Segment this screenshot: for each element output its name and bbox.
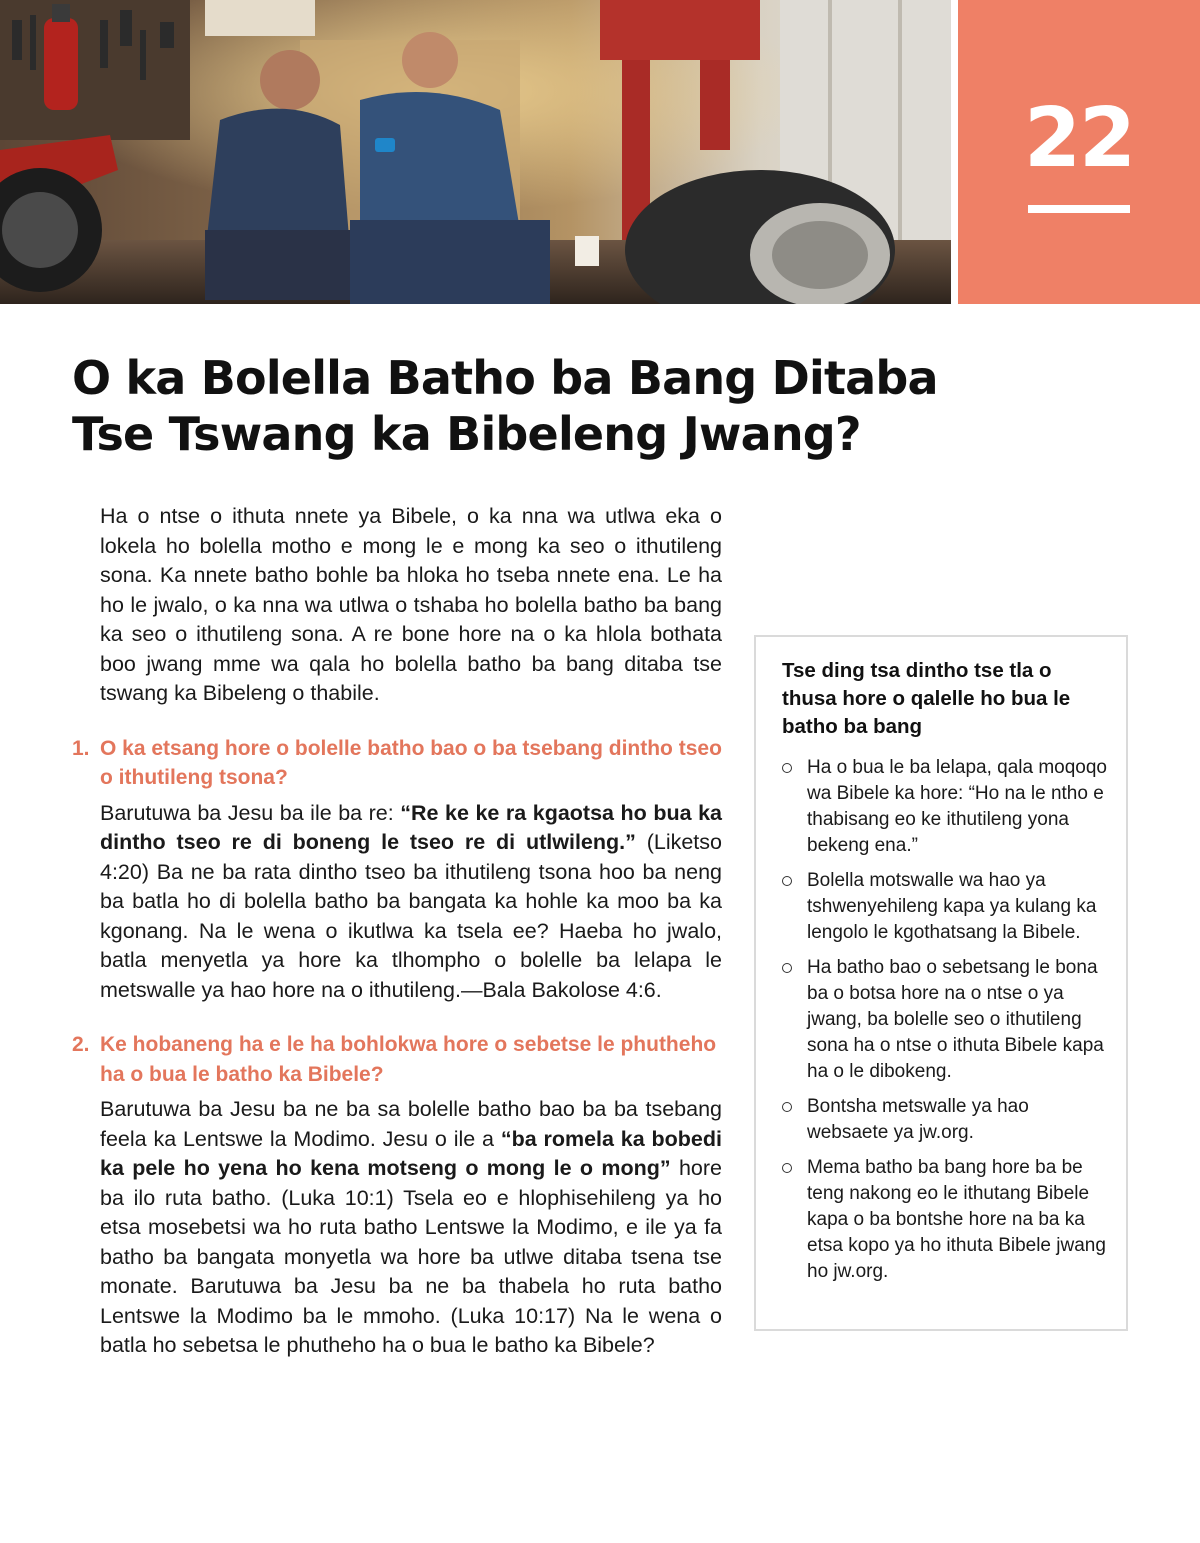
answer-text: hore ba ilo ruta batho. (Luka 10:1) Tsela eo e hlophisehileng ya ho etsa mosebetsi wa ho ruta batho Lentswe la Modimo, e ile ya fa batho ba bangata monyetla wa hore ba utlwe ditaba tsena tse monate. Barutuwa ba Jesu ba ne ba thabela ho ruta batho Lentswe la Modimo ba le mmoho. (Luka 10:17) Na le wena o batla ho sebetsa le phutheho ha o bua le batho ka Bibele?: [100, 1156, 722, 1357]
badge-rule: [1028, 205, 1130, 213]
title-line-2: Tse Tswang ka Bibeleng Jwang?: [72, 407, 861, 461]
question-number: 1.: [72, 736, 90, 760]
sidebar-title: Tse ding tsa dintho tse tla o thusa hore o qalelle ho bua le batho ba bang: [782, 659, 1071, 738]
bullet-icon: [782, 1102, 792, 1112]
question-2: [72, 1030, 722, 1089]
answer-text: Barutuwa ba Jesu ba ile ba re:: [100, 800, 401, 825]
tip-text: Ha batho bao o sebetsang le bona ba o botsa hore na o ntse o ya jwang, ba bolelle seo o ithutileng sona ha o ntse o ithuta Bibele kapa ha o le dibokeng.: [807, 957, 1104, 1082]
answer-paragraph-2: [100, 1095, 722, 1361]
tip-item: [782, 1155, 1108, 1285]
bullet-icon: [782, 876, 792, 886]
tip-item: [782, 868, 1108, 946]
page-title: [72, 350, 952, 462]
title-line-1: O ka Bolella Batho ba Bang Ditaba: [72, 351, 938, 405]
question-text: O ka etsang hore o bolelle batho bao o ba tsebang dintho tseo o ithutileng tsona?: [100, 736, 722, 789]
lesson-number: 22: [1023, 91, 1135, 186]
tip-text: Bolella motswalle wa hao ya tshwenyehileng kapa ya kulang ka lengolo le kgothatsang la Bibele.: [807, 870, 1097, 943]
tip-text: Mema batho ba bang hore ba be teng nakong eo le ithutang Bibele kapa o ba bontshe hore na ba ka etsa kopo ya ho ithuta Bibele jwang ho jw.org.: [807, 1157, 1106, 1282]
tips-list: [782, 755, 1108, 1285]
tip-item: [782, 755, 1108, 859]
lesson-badge: [958, 0, 1200, 304]
tip-text: Ha o bua le ba lelapa, qala moqoqo wa Bibele ka hore: “Ho na le ntho e thabisang eo ke ithutileng yona bekeng ena.”: [807, 757, 1108, 856]
main-content: [72, 502, 722, 1361]
question-1: [72, 734, 722, 793]
tips-sidebar: [754, 635, 1128, 1331]
question-text: Ke hobaneng ha e le ha bohlokwa hore o sebetse le phutheho ha o bua le batho ka Bibele?: [100, 1033, 717, 1086]
bullet-icon: [782, 963, 792, 973]
tip-item: [782, 1094, 1108, 1146]
answer-paragraph-1: [100, 799, 722, 1006]
bullet-icon: [782, 763, 792, 773]
scripture-quote: “Re ke ke ra kgaotsa ho bua ka dintho tseo re di boneng le tseo re di utlwileng.”: [100, 800, 722, 854]
bullet-icon: [782, 1163, 792, 1173]
answer-text: Barutuwa ba Jesu ba ne ba sa bolelle batho bao ba ba tsebang feela ka Lentswe la Modimo. Jesu o ile a: [100, 1097, 722, 1151]
scripture-quote: “ba romela ka bobedi ka pele ho yena ho kena motseng o mong le o mong”: [100, 1126, 722, 1180]
intro-paragraph: Ha o ntse o ithuta nnete ya Bibele, o ka nna wa utlwa eka o lokela ho bolella motho e mong le e mong ka seo o ithutileng sona. Ka nnete batho bohle ba hloka ho tseba nnete ena. Le ha ho le jwalo, o ka nna wa utlwa o tshaba ho bolella batho ba bang ka seo o ithutileng sona. A re bone hore na o ka hlola bothata boo jwang mme wa qala ho bolella batho ba bang ditaba tse tswang ka Bibeleng o thabile.: [100, 504, 722, 705]
question-number: 2.: [72, 1033, 90, 1056]
answer-text: (Liketso 4:20) Ba ne ba rata dintho tseo ba ithutileng tsona hoo ba neng ba batla ho di bolella batho ba bangata ka hohle ka moo ba ka kgonang. Na le wena o ikutlwa ka tsela ee? Haeba ho jwalo, batla menyetla ya hore ka tlhompho o bolelle ba lelapa le metswalle ya hao hore na o ithutileng.—Bala Bakolose 4:6.: [100, 830, 722, 1002]
header-photo: [0, 0, 951, 304]
tip-text: Bontsha metswalle ya hao websaete ya jw.org.: [807, 1096, 1029, 1143]
tip-item: [782, 955, 1108, 1085]
